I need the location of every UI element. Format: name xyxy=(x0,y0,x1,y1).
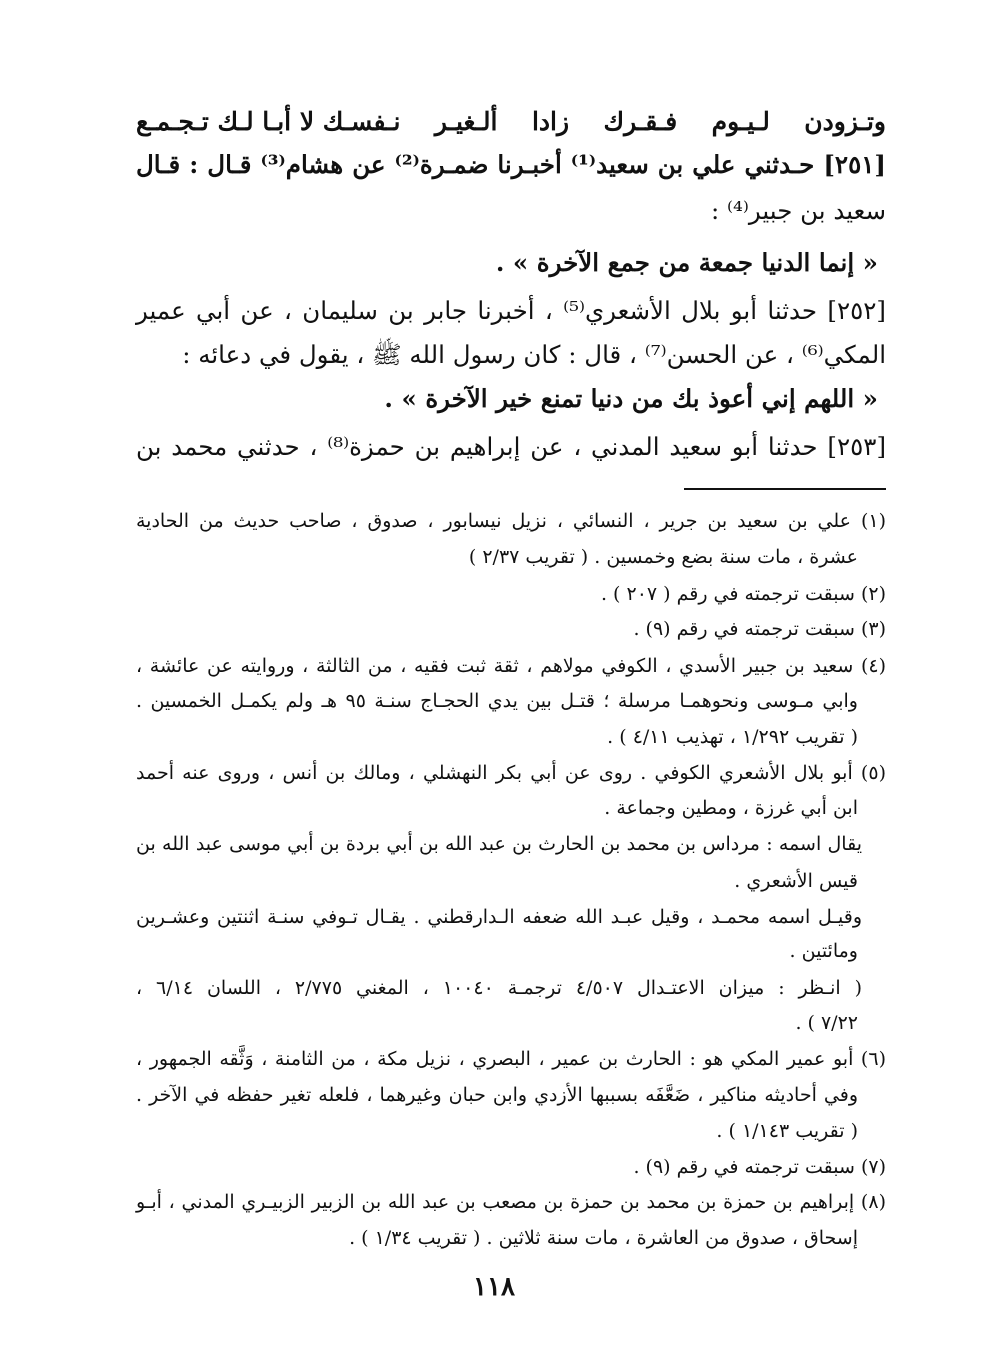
footnote-1-line-2: عشرة ، مات سنة بضع وخمسين . ( تقريب ٢/٣٧ ) xyxy=(468,546,858,568)
footnote-5-line-8: ٧/٢٢ ) . xyxy=(795,1012,858,1034)
footnote-5-line-1: (٥) أبو بلال الأشعري الكوفي . روى عن أبي بكر النهشلي ، ومالك بن أنس ، وروى عنه أحمد xyxy=(136,762,886,784)
poem-word-2: لـيـوم xyxy=(711,106,770,136)
poem-word-1: وتـزودن xyxy=(804,106,886,136)
footnote-8-line-2: إسحاق ، صدوق من العاشرة ، مات سنة ثلاثين . ( تقريب ١/٣٤ ) . xyxy=(349,1227,858,1249)
footnote-5-line-3: يقال اسمه : مرداس بن محمد بن الحارث بن عبد الله بن أبي بردة بن أبي موسى عبد الله بن xyxy=(136,833,862,855)
footnote-8-line-1: (٨) إبراهيم بن حمزة بن محمد بن حمزة بن مصعب بن عبد الله بن الزبير الزبيـري المدني ، أبـو xyxy=(136,1191,886,1213)
footnote-5-line-2: ابن أبي غرزة ، ومطين وجماعة . xyxy=(604,797,858,819)
hadith-251-line-1: [٢٥١] حـدثني علي بن سعيد⁽¹⁾ أخبـرنا ضمـرة⁽²⁾ عن هشام⁽³⁾ قـال : قـال xyxy=(136,150,886,179)
poem-word-6: نـفسـك لا أبـا لـك تـجـمـع xyxy=(136,106,401,136)
poem-word-3: فـقـرك xyxy=(603,106,678,136)
poem-word-5: ألـغيـر xyxy=(434,106,498,136)
hadith-251-quote: « إنما الدنيا جمعة من جمع الآخرة » . xyxy=(495,248,878,277)
hadith-252-line-2: المكي⁽⁶⁾ ، عن الحسن⁽⁷⁾ ، قال : كان رسول الله ﷺ ، يقول في دعائه : xyxy=(182,340,886,369)
footnote-6-line-2: وفي أحاديثه مناكير ، ضَعَّفَه بسببها الأزدي وابن حبان وغيرهما ، فلعله تغير حفظه في الآخر . xyxy=(136,1084,858,1106)
footnote-5-line-4: قيس الأشعري . xyxy=(734,870,858,892)
page-number: ١١٨ xyxy=(473,1272,515,1302)
footnote-separator xyxy=(684,488,886,490)
footnote-4-line-3: ( تقريب ١/٢٩٢ ، تهذيب ٤/١١ ) . xyxy=(607,726,858,748)
footnote-2: (٢) سبقت ترجمته في رقم ( ٢٠٧ ) . xyxy=(600,583,886,605)
footnote-4-line-1: (٤) سعيد بن جبير الأسدي ، الكوفي مولاهم ، ثقة ثبت فقيه ، من الثالثة ، وروايته عن عائشة ، xyxy=(136,655,886,677)
footnote-5-line-7: ( انـظر : ميزان الاعتـدال ٤/٥٠٧ ترجمـة ١٠٠٤٠ ، المغني ٢/٧٧٥ ، اللسان ٦/١٤ ، xyxy=(136,977,862,999)
hadith-251-line-2: سعيد بن جبير⁽⁴⁾ : xyxy=(710,196,886,225)
footnote-6-line-3: ( تقريب ١/١٤٣ ) . xyxy=(716,1120,858,1142)
footnote-5-line-5: وقيـل اسمه محمـد ، وقيل عبـد الله ضعفه الـدارقطني . يقـال تـوفي سنـة اثنتين وعشـرين xyxy=(136,906,862,928)
footnote-4-line-2: وابي مـوسى ونحوهمـا مرسلة ؛ قتـل بين يدي الحجـاج سنـة ٩٥ هـ ولم يكمـل الخمسين . xyxy=(136,690,858,712)
hadith-253-line-1: [٢٥٣] حدثنا أبو سعيد المدني ، عن إبراهيم بن حمزة⁽⁸⁾ ، حدثني محمد بن xyxy=(136,432,886,461)
footnote-7: (٧) سبقت ترجمته في رقم (٩) . xyxy=(633,1156,886,1178)
footnote-3: (٣) سبقت ترجمته في رقم (٩) . xyxy=(633,618,886,640)
footnote-1-line-1: (١) علي بن سعيد بن جرير ، النسائي ، نزيل نيسابور ، صدوق ، صاحب حديث من الحادية xyxy=(136,510,886,532)
footnote-6-line-1: (٦) أبو عمير المكي هو : الحارث بن عمير ، البصري ، نزيل مكة ، من الثامنة ، وَثَّقه الجمهور ، xyxy=(136,1048,886,1070)
hadith-252-line-1: [٢٥٢] حدثنا أبو بلال الأشعري⁽⁵⁾ ، أخبرنا جابر بن سليمان ، عن أبي عمير xyxy=(136,296,886,325)
hadith-252-quote: « اللهم إني أعوذ بك من دنيا تمنع خير الآخرة » . xyxy=(384,384,878,413)
footnote-5-line-6: ومائتين . xyxy=(789,940,858,962)
poem-verse xyxy=(136,98,886,144)
poem-word-4: زادا xyxy=(531,106,570,136)
